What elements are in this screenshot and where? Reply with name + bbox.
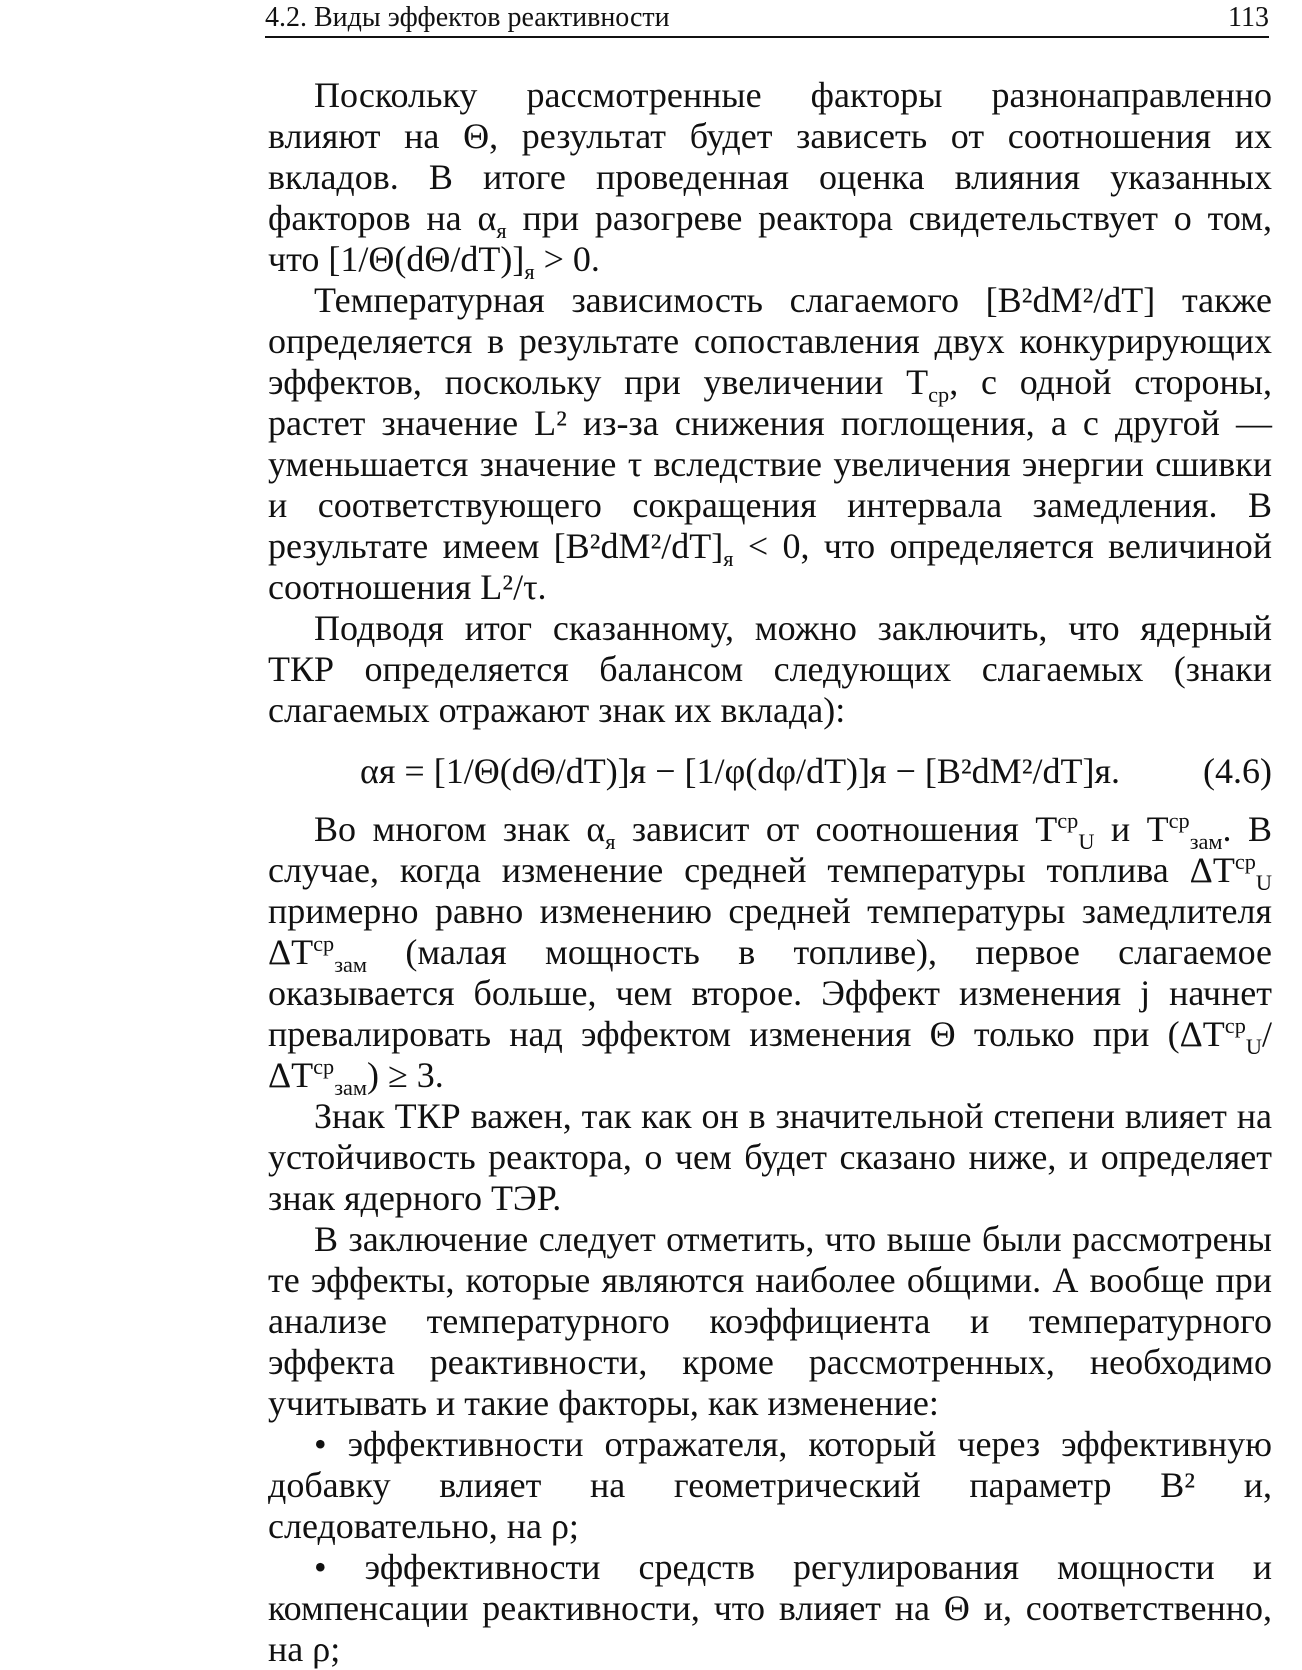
paragraph-4-text-h: ) ≥ 3. [367, 1055, 444, 1095]
paragraph-1-end: > 0. [534, 239, 600, 279]
subscript: ср [928, 382, 950, 408]
subscript: U [1078, 829, 1095, 855]
subscript: U [1245, 1034, 1262, 1060]
paragraph-2 [268, 280, 1272, 608]
page-number: 113 [1228, 2, 1269, 33]
paragraph-2-text-c: < 0, что определяется величиной соотношения L²/τ. [268, 526, 1273, 607]
paragraph-1-text: Поскольку рассмотренные факторы разнонаправленно влияют на Θ, результат будет зависеть от соотношения их вкладов. В итоге проведенная оценка влияния указанных факторов на α [268, 75, 1272, 238]
paragraph-5: Знак ТКР важен, так как он в значительной степени влияет на устойчивость реактора, о чем будет сказано ниже, и определяет знак ядерного ТЭР. [268, 1096, 1272, 1218]
superscript: ср [1168, 808, 1190, 833]
superscript: ср [1057, 808, 1079, 833]
superscript: ср [313, 931, 335, 956]
equation-4-6 [268, 735, 1272, 809]
paragraph-4-text-b: зависит от соотношения T [615, 809, 1058, 849]
bullet-item-1: • эффективности отражателя, который через эффективную добавку влияет на геометрический параметр B² и, следовательно, на ρ; [268, 1424, 1272, 1546]
superscript: ср [1234, 849, 1256, 874]
subscript: зам [334, 952, 368, 978]
superscript: ср [313, 1054, 335, 1079]
subscript: зам [334, 1075, 368, 1101]
running-header [265, 2, 1269, 38]
superscript: ср [1224, 1013, 1246, 1038]
paragraph-1-tail: при разогреве реактора свидетельствует о том, что [1/Θ(dΘ/dT)] [268, 198, 1272, 279]
paragraph-1 [268, 75, 1272, 285]
paragraph-4-text-c: и T [1094, 809, 1169, 849]
paragraph-4-text-f: (малая мощность в топливе), первое слагаемое оказывается больше, чем второе. Эффект изменения j начнет превалировать над эффектом изменения Θ только при (ΔT [268, 932, 1272, 1054]
section-title: 4.2. Виды эффектов реактивности [265, 2, 670, 33]
paragraph-3: Подводя итог сказанному, можно заключить, что ядерный ТКР определяется балансом следующих слагаемых (знаки слагаемых отражают знак их вклада): [268, 608, 1272, 730]
equation-number: (4.6) [1203, 751, 1272, 791]
paragraph-4-text-a: Во многом знак α [314, 809, 606, 849]
bullet-item-2: • эффективности средств регулирования мощности и компенсации реактивности, что влияет на Θ и, соответственно, на ρ; [268, 1547, 1272, 1669]
subscript: я [723, 546, 734, 572]
paragraph-6: В заключение следует отметить, что выше были рассмотрены те эффекты, которые являются наиболее общими. А вообще при анализе температурного коэффициента и температурного эффекта реактивности, кроме рассмотренных, необходимо учитывать и такие факторы, как изменение: [268, 1219, 1272, 1423]
paragraph-4-text-d: . В случае, когда изменение средней температуры топлива ΔT [268, 809, 1272, 890]
subscript: U [1255, 870, 1272, 896]
paragraph-4-text-g: /ΔT [268, 1014, 1272, 1095]
paragraph-2-text-a: Температурная зависимость слагаемого [B²dM²/dT] также определяется в результате сопоставления двух конкурирующих эффектов, поскольку при увеличении T [268, 280, 1272, 402]
paragraph-4-text-e: примерно равно изменению средней температуры замедлителя ΔT [268, 891, 1272, 972]
paragraph-2-text-b: , с одной стороны, растет значение L² из-за снижения поглощения, а с другой — уменьшается значение τ вследствие увеличения энергии сшивки и соответствующего сокращения интервала замедления. В результате имеем [B²dM²/dT] [268, 362, 1272, 566]
subscript: я [524, 259, 535, 285]
paragraph-4 [268, 808, 1272, 1101]
subscript: зам [1189, 829, 1223, 855]
body-text [268, 75, 1272, 1670]
subscript: я [496, 218, 507, 244]
subscript: я [605, 829, 616, 855]
equation-body: αя = [1/Θ(dΘ/dT)]я − [1/φ(dφ/dT)]я − [B²dM²/dT]я. [360, 751, 1121, 791]
